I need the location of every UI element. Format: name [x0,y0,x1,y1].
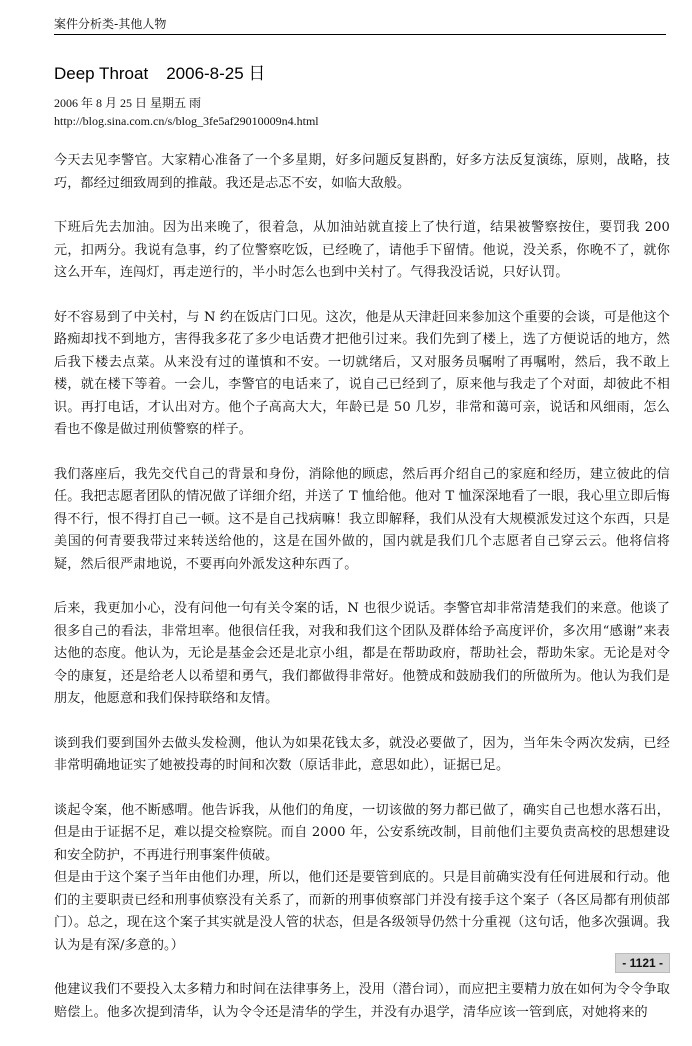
paragraph: 下班后先去加油。因为出来晚了，很着急，从加油站就直接上了快行道，结果被警察按住，要罚我 200 元，扣两分。我说有急事，约了位警察吃饭，已经晚了，请他手下留情。他说，没关系，你晚不了，就你这么开车，连闯灯，再走逆行的，半小时怎么也到中关村了。气得我没话说，只好认罚。 [54,220,670,280]
post-body [54,150,670,1046]
paragraph: 我们落座后，我先交代自己的背景和身份，消除他的顾虑，然后再介绍自己的家庭和经历，建立彼此的信任。我把志愿者团队的情况做了详细介绍，并送了 T 恤给他。他对 T 恤深深地看了一眼，我心里立即后悔得不行，恨不得打自己一顿。这不是自己找病嘛！我立即解释，我们从没有大规模派发过这个东西，只是美国的何青要我带过来转送给他的，这是在国外做的，国内就是我们几个志愿者自己穿云云。他将信将疑，然后很严肃地说，不要再向外派发这种东西了。 [54,466,670,572]
header-divider [54,34,666,35]
post-title [54,63,265,85]
running-header: 案件分析类-其他人物 [54,17,167,31]
post-dateline: 2006 年 8 月 25 日 星期五 雨 [54,96,202,110]
paragraph: 他建议我们不要投入太多精力和时间在法律事务上，没用（潜台词），而应把主要精力放在如何为令令争取赔偿上。他多次提到清华，认为令令还是清华的学生，并没有办退学，清华应该一管到底，对她将来的 [54,982,670,1020]
paragraph: 今天去见李警官。大家精心准备了一个多星期，好多问题反复斟酌，好多方法反复演练，原则，战略，技巧，都经过细致周到的推敲。我还是忐忑不安，如临大敌般。 [54,153,670,191]
paragraph: 好不容易到了中关村，与 N 约在饭店门口见。这次，他是从天津赶回来参加这个重要的会谈，可是他这个路痴却找不到地方，害得我多花了多少电话费才把他引过来。我们先到了楼上，选了方便说话的地方，然后我下楼去点菜。从来没有过的谨慎和不安。一切就绪后，又对服务员嘱咐了再嘱咐，然后，我不敢上楼，就在楼下等着。一会儿，李警官的电话来了，说自己已经到了，原来他与我走了个对面，却彼此不相识。再打电话，才认出对方。他个子高高大大，年龄已是 50 几岁，非常和蔼可亲，说话和风细雨，怎么看也不像是做过刑侦警察的样子。 [54,309,670,437]
paragraph: 谈起令案，他不断感喟。他告诉我，从他们的角度，一切该做的努力都已做了，确实自己也想水落石出，但是由于证据不足，难以提交检察院。而自 2000 年，公安系统改制，目前他们主要负责高校的思想建设和安全防护，不再进行刑事案件侦破。 [54,802,670,863]
paragraph: 谈到我们要到国外去做头发检测，他认为如果花钱太多，就没必要做了，因为，当年朱令两次发病，已经非常明确地证实了她被投毒的时间和次数（原话非此，意思如此），证据已足。 [54,735,670,773]
post-url: http://blog.sina.com.cn/s/blog_3fe5af29010009n4.html [54,114,319,128]
page-number: - 1121 - [615,953,670,973]
post-title-name: Deep Throat [54,64,149,83]
paragraph: 后来，我更加小心，没有问他一句有关令案的话，N 也很少说话。李警官却非常清楚我们的来意。他谈了很多自己的看法，非常坦率。他很信任我，对我和我们这个团队及群体给予高度评价，多次用“感谢”来表达他的态度。他认为，无论是基金会还是北京小组，都是在帮助政府，帮助社会，帮助朱家。无论是对令令的康复，还是给老人以希望和勇气，我们都做得非常好。他赞成和鼓励我们的所做所为。他认为我们是朋友，他愿意和我们保持联络和友情。 [54,601,670,706]
post-title-date: 2006-8-25 日 [166,64,266,83]
post-meta [54,94,319,130]
paragraph: 但是由于这个案子当年由他们办理，所以，他们还是要管到底的。只是目前确实没有任何进展和行动。他们的主要职责已经和刑事侦察没有关系了，而新的刑事侦察部门并没有接手这个案子（各区局都有刑侦部门）。总之，现在这个案子其实就是没人管的状态，但是各级领导仍然十分重视（这句话，他多次强调。我认为是有深/多意的。） [54,870,670,953]
